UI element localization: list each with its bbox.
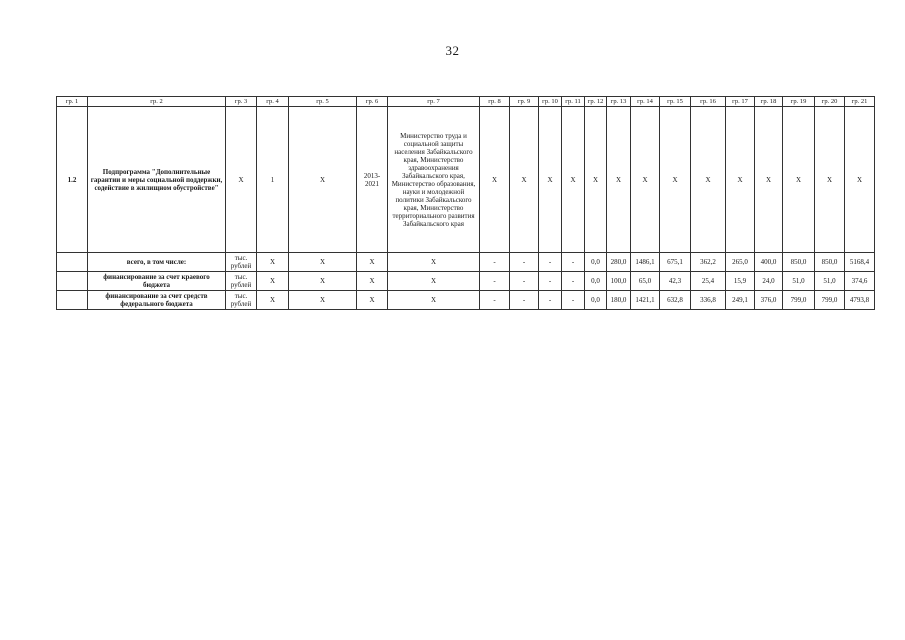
cell-gr5: Х bbox=[289, 253, 357, 272]
value-cell: 65,0 bbox=[631, 272, 660, 291]
value-cell: 0,0 bbox=[585, 272, 607, 291]
value-cell: 0,0 bbox=[585, 291, 607, 310]
column-header: гр. 14 bbox=[631, 97, 660, 107]
value-cell: 100,0 bbox=[607, 272, 631, 291]
unit-cell: тыс. рублей bbox=[226, 272, 257, 291]
column-header: гр. 10 bbox=[539, 97, 562, 107]
value-cell: 42,3 bbox=[660, 272, 691, 291]
cell-gr4: Х bbox=[257, 253, 289, 272]
financing-label: всего, в том числе: bbox=[88, 253, 226, 272]
cell-gr6: Х bbox=[357, 272, 388, 291]
cell-gr13: Х bbox=[607, 107, 631, 253]
cell-gr14: Х bbox=[631, 107, 660, 253]
value-cell: - bbox=[510, 291, 539, 310]
value-cell: 374,6 bbox=[845, 272, 875, 291]
cell-gr19: Х bbox=[783, 107, 815, 253]
value-cell: 1421,1 bbox=[631, 291, 660, 310]
value-cell: 799,0 bbox=[815, 291, 845, 310]
column-header: гр. 19 bbox=[783, 97, 815, 107]
cell-gr15: Х bbox=[660, 107, 691, 253]
column-header: гр. 11 bbox=[562, 97, 585, 107]
column-header: гр. 17 bbox=[726, 97, 755, 107]
cell-years: 2013-2021 bbox=[357, 107, 388, 253]
column-header: гр. 8 bbox=[480, 97, 510, 107]
cell-gr6: Х bbox=[357, 253, 388, 272]
value-cell: - bbox=[539, 291, 562, 310]
value-cell: 850,0 bbox=[815, 253, 845, 272]
column-header: гр. 6 bbox=[357, 97, 388, 107]
cell-gr12: Х bbox=[585, 107, 607, 253]
cell-gr18: Х bbox=[755, 107, 783, 253]
value-cell: 850,0 bbox=[783, 253, 815, 272]
cell-gr17: Х bbox=[726, 107, 755, 253]
value-cell: 1486,1 bbox=[631, 253, 660, 272]
unit-cell: тыс. рублей bbox=[226, 291, 257, 310]
cell-gr5: Х bbox=[289, 291, 357, 310]
subprogram-name: Подпрограмма "Дополнительные гарантии и меры социальной поддержки, содействие в жилищном обустройстве" bbox=[88, 107, 226, 253]
value-cell: - bbox=[562, 291, 585, 310]
value-cell: 25,4 bbox=[691, 272, 726, 291]
row-number-empty bbox=[57, 253, 88, 272]
column-header: гр. 18 bbox=[755, 97, 783, 107]
column-header: гр. 7 bbox=[388, 97, 480, 107]
row-number: 1.2 bbox=[57, 107, 88, 253]
column-header: гр. 20 bbox=[815, 97, 845, 107]
financing-row bbox=[57, 291, 875, 310]
financing-label: финансирование за счет средств федерального бюджета bbox=[88, 291, 226, 310]
cell-gr7: Х bbox=[388, 253, 480, 272]
column-header: гр. 9 bbox=[510, 97, 539, 107]
value-cell: - bbox=[562, 253, 585, 272]
financing-row bbox=[57, 272, 875, 291]
cell-gr7: Х bbox=[388, 291, 480, 310]
cell-gr3: Х bbox=[226, 107, 257, 253]
cell-gr4: 1 bbox=[257, 107, 289, 253]
value-cell: 5168,4 bbox=[845, 253, 875, 272]
cell-gr6: Х bbox=[357, 291, 388, 310]
value-cell: 799,0 bbox=[783, 291, 815, 310]
financing-label: финансирование за счет краевого бюджета bbox=[88, 272, 226, 291]
financing-row bbox=[57, 253, 875, 272]
cell-gr8: Х bbox=[480, 107, 510, 253]
subprogram-row bbox=[57, 107, 875, 253]
value-cell: 400,0 bbox=[755, 253, 783, 272]
value-cell: - bbox=[539, 272, 562, 291]
value-cell: - bbox=[539, 253, 562, 272]
value-cell: - bbox=[562, 272, 585, 291]
value-cell: 15,9 bbox=[726, 272, 755, 291]
column-header: гр. 13 bbox=[607, 97, 631, 107]
cell-gr4: Х bbox=[257, 291, 289, 310]
value-cell: - bbox=[510, 253, 539, 272]
cell-gr7: Х bbox=[388, 272, 480, 291]
value-cell: 51,0 bbox=[783, 272, 815, 291]
cell-gr10: Х bbox=[539, 107, 562, 253]
value-cell: - bbox=[510, 272, 539, 291]
value-cell: 265,0 bbox=[726, 253, 755, 272]
cell-gr11: Х bbox=[562, 107, 585, 253]
header-row bbox=[57, 97, 875, 107]
row-number-empty bbox=[57, 291, 88, 310]
value-cell: 24,0 bbox=[755, 272, 783, 291]
value-cell: - bbox=[480, 253, 510, 272]
value-cell: 4793,8 bbox=[845, 291, 875, 310]
cell-gr5: Х bbox=[289, 107, 357, 253]
cell-gr20: Х bbox=[815, 107, 845, 253]
value-cell: 0,0 bbox=[585, 253, 607, 272]
cell-gr9: Х bbox=[510, 107, 539, 253]
value-cell: 376,0 bbox=[755, 291, 783, 310]
value-cell: 336,8 bbox=[691, 291, 726, 310]
executors-cell: Министерство труда и социальной защиты населения Забайкальского края, Министерство здравоохранения Забайкальского края, Министерство образования, науки и молодежной политики Забайкальского края, Министерство территориального развития Забайкальского края bbox=[388, 107, 480, 253]
column-header: гр. 1 bbox=[57, 97, 88, 107]
column-header: гр. 16 bbox=[691, 97, 726, 107]
column-header: гр. 3 bbox=[226, 97, 257, 107]
value-cell: 249,1 bbox=[726, 291, 755, 310]
value-cell: - bbox=[480, 272, 510, 291]
cell-gr5: Х bbox=[289, 272, 357, 291]
unit-cell: тыс. рублей bbox=[226, 253, 257, 272]
value-cell: 51,0 bbox=[815, 272, 845, 291]
column-header: гр. 21 bbox=[845, 97, 875, 107]
cell-gr21: Х bbox=[845, 107, 875, 253]
cell-gr16: Х bbox=[691, 107, 726, 253]
column-header: гр. 5 bbox=[289, 97, 357, 107]
row-number-empty bbox=[57, 272, 88, 291]
value-cell: 632,8 bbox=[660, 291, 691, 310]
cell-gr4: Х bbox=[257, 272, 289, 291]
column-header: гр. 15 bbox=[660, 97, 691, 107]
page-number: 32 bbox=[445, 43, 460, 58]
program-table bbox=[56, 96, 875, 310]
column-header: гр. 4 bbox=[257, 97, 289, 107]
column-header: гр. 2 bbox=[88, 97, 226, 107]
value-cell: 675,1 bbox=[660, 253, 691, 272]
value-cell: 362,2 bbox=[691, 253, 726, 272]
column-header: гр. 12 bbox=[585, 97, 607, 107]
value-cell: 180,0 bbox=[607, 291, 631, 310]
value-cell: 280,0 bbox=[607, 253, 631, 272]
value-cell: - bbox=[480, 291, 510, 310]
